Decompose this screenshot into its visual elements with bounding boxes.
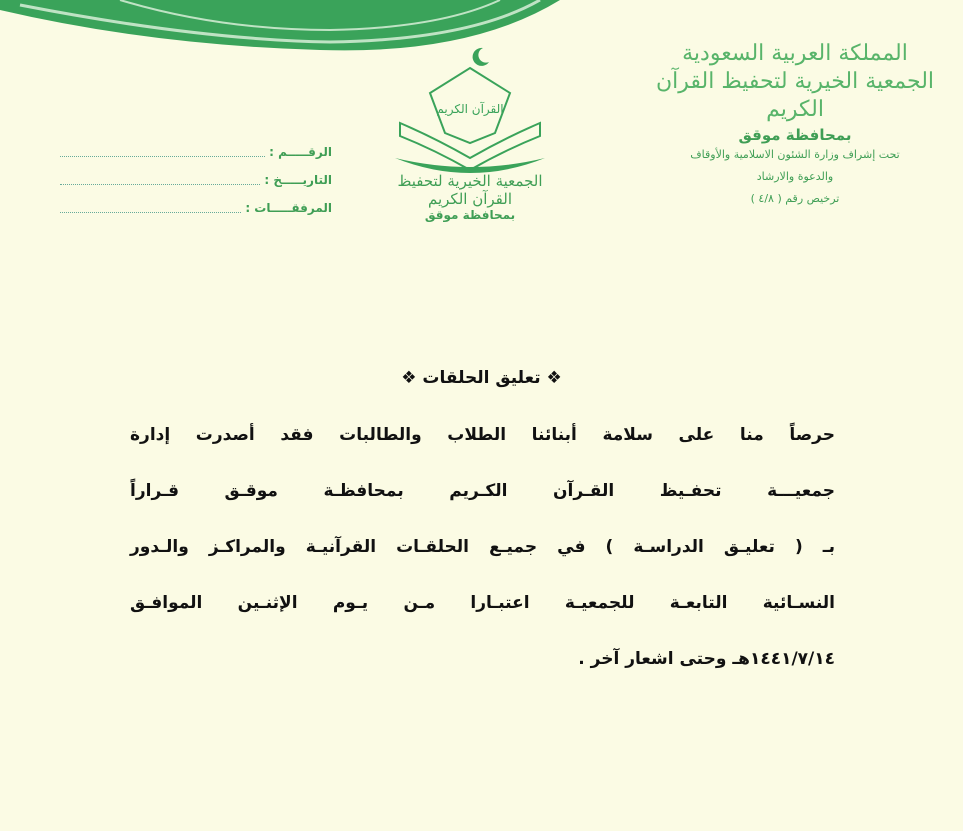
- license-number: ترخيص رقم ( ٤/٨ ): [750, 192, 840, 205]
- association-calligraphy: الجمعية الخيرية لتحفيظ القرآن الكريم: [655, 69, 935, 122]
- field-blank: [60, 148, 265, 157]
- field-blank: [60, 204, 241, 213]
- reference-fields: [60, 138, 332, 222]
- field-blank: [60, 176, 260, 185]
- body-line: حرصاً منا على سلامة أبنائنا الطلاب والطالبات فقد أصدرت إدارة: [130, 425, 835, 445]
- field-attachments: [60, 194, 332, 222]
- logo-book-text: القرآن الكريم: [436, 102, 504, 116]
- body-line: ١٤٤١/٧/١٤هـ وحتى اشعار آخر .: [578, 649, 835, 669]
- logo-caption: [390, 172, 550, 222]
- field-label: الرقـــــم :: [269, 145, 332, 159]
- body-line: جمعيـــة تحفـيظ القـرآن الكـريم بمحافظـة موقـق قـراراً: [130, 481, 835, 501]
- field-label: التاريـــــخ :: [264, 173, 332, 187]
- field-number: [60, 138, 332, 166]
- document-title: ❖ تعليق الحلقات ❖: [401, 368, 562, 388]
- logo-caption-line-2: بمحافظة موقق: [424, 208, 516, 222]
- governorate-name: بمحافظة موقق: [738, 126, 852, 144]
- body-line: النسـائية التابعـة للجمعيـة اعتبـارا مـن يـوم الإثنـين الموافـق: [130, 593, 835, 613]
- field-date: [60, 166, 332, 194]
- kingdom-calligraphy: المملكة العربية السعودية: [682, 41, 908, 66]
- field-label: المرفقـــــات :: [245, 201, 332, 215]
- supervision-line-2: والدعوة والارشاد: [756, 170, 834, 183]
- logo-caption-line-1: الجمعية الخيرية لتحفيظ القرآن الكريم: [397, 172, 543, 208]
- document-body: [130, 425, 835, 705]
- body-line: بـ ( تعليـق الدراسـة ) في جميـع الحلقـات القرآنيـة والمراكـز والـدور: [130, 537, 835, 557]
- supervision-line-1: تحت إشراف وزارة الشئون الاسلامية والأوقاف: [690, 148, 900, 161]
- organization-header: [645, 40, 945, 210]
